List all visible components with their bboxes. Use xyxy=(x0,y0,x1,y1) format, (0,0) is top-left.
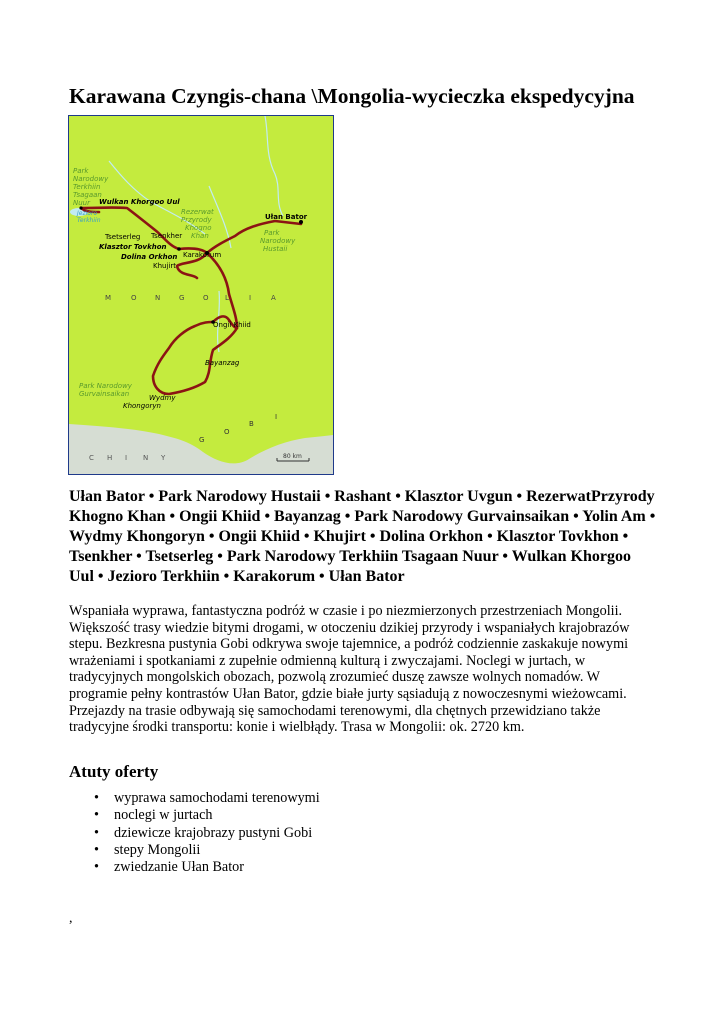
svg-text:Gurvainsaikan: Gurvainsaikan xyxy=(79,390,130,398)
svg-text:80 km: 80 km xyxy=(283,453,302,460)
bullet-icon: • xyxy=(94,841,99,858)
svg-text:O: O xyxy=(203,294,210,302)
list-item xyxy=(94,825,320,842)
bullet-icon: • xyxy=(94,790,99,806)
label-ongii: Ongii Khiid xyxy=(213,321,251,329)
bullet-icon: • xyxy=(94,807,99,824)
label-wulkan: Wulkan Khorgoo Uul xyxy=(99,198,180,206)
svg-text:I: I xyxy=(249,294,253,302)
list-item xyxy=(94,807,320,824)
svg-text:Khan: Khan xyxy=(191,232,209,240)
label-klasztor: Klasztor Tovkhon xyxy=(99,243,167,251)
svg-text:Khogno: Khogno xyxy=(185,224,212,232)
svg-text:Terkhiin: Terkhiin xyxy=(73,183,101,191)
list-item xyxy=(94,859,320,876)
label-park-gurvan xyxy=(79,382,133,398)
town-dot xyxy=(177,247,181,251)
svg-text:G: G xyxy=(199,436,205,444)
svg-text:L: L xyxy=(225,294,230,302)
label-tsetserleg: Tsetserleg xyxy=(105,233,141,241)
svg-text:A: A xyxy=(271,294,277,302)
list-item-text: dziewicze krajobrazy pustyni Gobi xyxy=(114,824,313,841)
label-khujirt: Khujirt xyxy=(153,262,176,270)
svg-text:Jezioro: Jezioro xyxy=(77,210,98,217)
label-ulan-bator: Ułan Bator xyxy=(265,213,308,221)
label-bayanzag: Bayanzag xyxy=(205,359,240,367)
svg-text:Park Narodowy: Park Narodowy xyxy=(79,382,132,390)
svg-text:B: B xyxy=(249,420,254,428)
route-map xyxy=(68,115,334,475)
footer-mark: , xyxy=(69,911,73,926)
list-item xyxy=(94,790,320,807)
svg-text:N: N xyxy=(155,294,162,302)
list-item xyxy=(94,842,320,859)
label-wydmy-1: Wydmy xyxy=(149,394,176,402)
bullet-icon: • xyxy=(94,859,99,876)
svg-text:Park: Park xyxy=(264,229,280,237)
svg-text:Narodowy: Narodowy xyxy=(73,175,109,183)
svg-text:M: M xyxy=(105,294,113,302)
list-item-text: noclegi w jurtach xyxy=(114,807,213,824)
svg-text:Terkhiin: Terkhiin xyxy=(77,217,101,224)
svg-text:Hustaii: Hustaii xyxy=(263,245,288,253)
bullet-icon: • xyxy=(94,824,99,841)
svg-text:I: I xyxy=(275,413,278,421)
svg-text:Park: Park xyxy=(73,167,89,175)
svg-text:O: O xyxy=(131,294,138,302)
list-item-text: stepy Mongolii xyxy=(114,841,201,858)
svg-text:G: G xyxy=(179,294,186,302)
svg-text:Nuur: Nuur xyxy=(73,199,90,207)
label-lake-terkhiin xyxy=(76,210,101,224)
svg-text:Narodowy: Narodowy xyxy=(260,237,296,245)
list-item-text: wyprawa samochodami terenowymi xyxy=(114,790,320,806)
svg-text:N: N xyxy=(143,454,149,462)
svg-text:Tsagaan: Tsagaan xyxy=(73,191,102,199)
svg-text:C: C xyxy=(89,454,94,462)
svg-text:I: I xyxy=(125,454,128,462)
highlights-heading: Atuty oferty xyxy=(69,762,159,781)
highlights-list xyxy=(94,790,320,876)
label-tsenkher: Tsenkher xyxy=(151,232,183,240)
list-item-text: zwiedzanie Ułan Bator xyxy=(114,859,244,876)
svg-text:Y: Y xyxy=(161,454,166,462)
label-wydmy-2: Khongoryn xyxy=(123,402,161,410)
description-paragraph: Wspaniała wyprawa, fantastyczna podróż w czasie i po niezmierzonych przestrzeniach Mongolii. Większość trasy wiedzie bitymi drogami, w otoczeniu dzikiej przyrody i wspaniałych krajobrazów stepu. Bezkresna pustynia Gobi odkrywa swoje tajemnice, a podróż codziennie zaskakuje nowymi wrażeniami i spotkaniami z zupełnie odmienną kulturą i zwyczajami. Noclegi w jurtach, w tradycyjnych mongolskich obozach, pozwolą zrozumieć duszę zawsze wolnych nomadów. W programie pełny kontrastów Ułan Bator, gdzie białe jurty sąsiadują z nowoczesnymi wieżowcami. Przejazdy na trasie odbywają się samochodami terenowymi, dla chętnych przewidziano także tradycyjne środki transportu: konie i wielbłądy. Trasa w Mongolii: ok. 2720 km. xyxy=(69,603,630,736)
svg-text:Rezerwat: Rezerwat xyxy=(181,208,214,216)
svg-text:H: H xyxy=(107,454,113,462)
svg-text:O: O xyxy=(224,428,230,436)
route-heading: Ułan Bator • Park Narodowy Hustaii • Rashant • Klasztor Uvgun • RezerwatPrzyrody Khogno Khan • Ongii Khiid • Bayanzag • Park Narodowy Gurvainsaikan • Yolin Am • Wydmy Khongoryn • Ongii Khiid • Khujirt • Dolina Orkhon • Klasztor Tovkhon • Tsenkher • Tsetserleg • Park Narodowy Terkhiin Tsagaan Nuur • Wulkan Khorgoo Uul • Jezioro Terkhiin • Karakorum • Ułan Bator xyxy=(69,488,656,585)
page-title: Karawana Czyngis-chana \Mongolia-wycieczka ekspedycyjna xyxy=(69,84,635,108)
svg-text:Przyrody: Przyrody xyxy=(181,216,212,224)
label-karakorum: Karakorum xyxy=(183,251,222,259)
label-dolina: Dolina Orkhon xyxy=(121,253,178,261)
